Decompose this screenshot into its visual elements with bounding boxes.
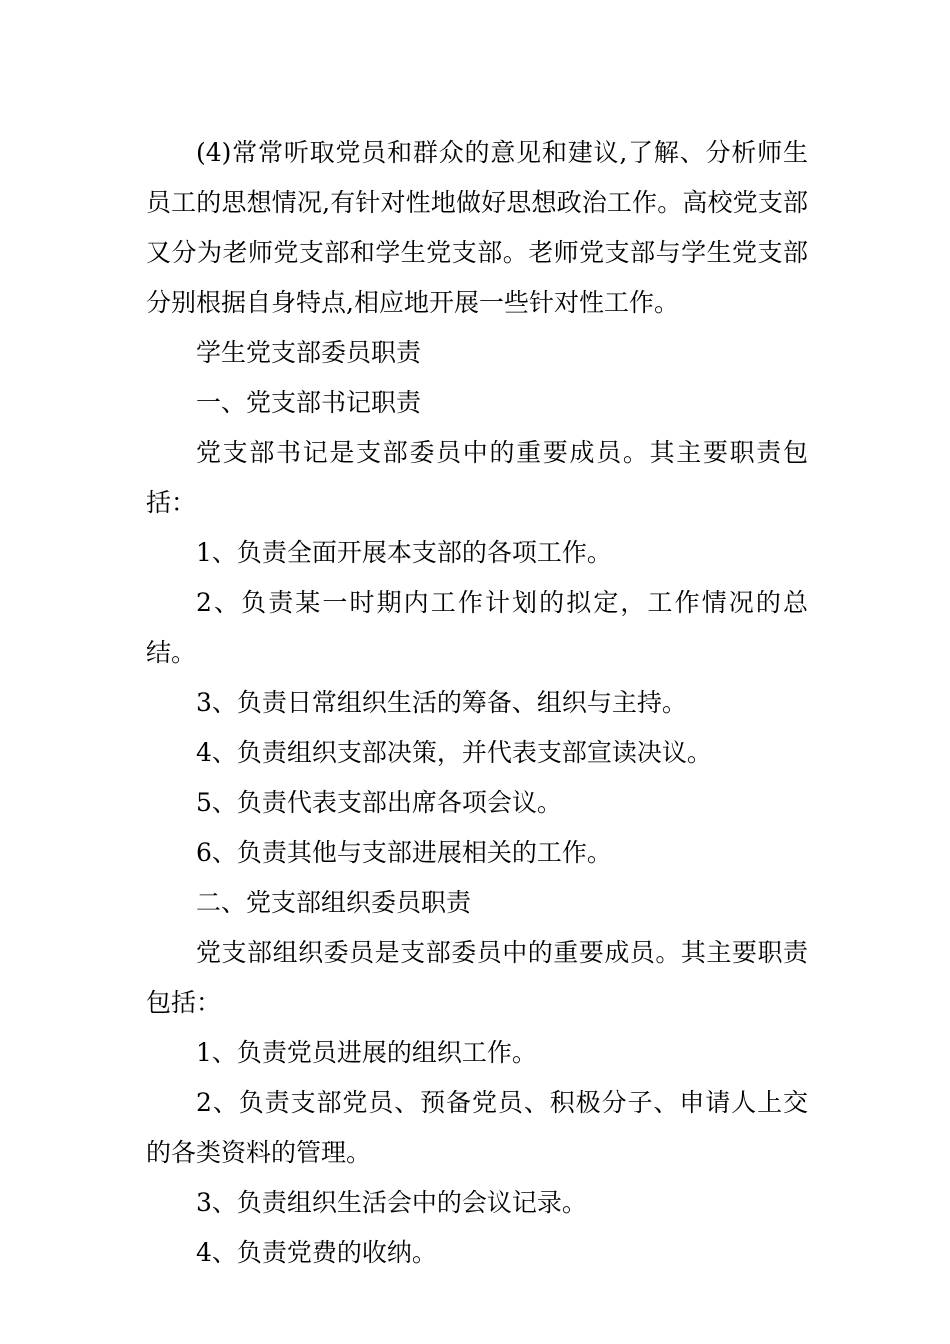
list-item-secretary-1: 1、负责全面开展本支部的各项工作。	[196, 538, 612, 567]
list-item-secretary-2: 2、负责某一时期内工作计划的拟定，工作情况的总结。	[146, 588, 808, 667]
list-item-secretary-6: 6、负责其他与支部进展相关的工作。	[196, 838, 612, 867]
list-item-organization-3: 3、负责组织生活会中的会议记录。	[196, 1188, 587, 1217]
paragraph-intro: (4)常常听取党员和群众的意见和建议,了解、分析师生员工的思想情况,有针对性地做好思想政治工作。高校党支部又分为老师党支部和学生党支部。老师党支部与学生党支部分别根据自身特点,相应地开展一些针对性工作。	[146, 138, 808, 317]
heading-organization-duties: 二、党支部组织委员职责	[196, 888, 472, 917]
heading-secretary-duties: 一、党支部书记职责	[196, 388, 422, 417]
list-item-organization-4: 4、负责党费的收纳。	[196, 1238, 437, 1267]
paragraph-secretary-summary: 党支部书记是支部委员中的重要成员。其主要职责包括：	[146, 438, 808, 517]
paragraph-organization-summary: 党支部组织委员是支部委员中的重要成员。其主要职责包括：	[146, 938, 808, 1017]
list-item-secretary-3: 3、负责日常组织生活的筹备、组织与主持。	[196, 688, 687, 717]
document-body	[146, 128, 808, 1278]
list-item-organization-1: 1、负责党员进展的组织工作。	[196, 1038, 537, 1067]
list-item-organization-2: 2、负责支部党员、预备党员、积极分子、申请人上交的各类资料的管理。	[146, 1088, 808, 1167]
list-item-secretary-5: 5、负责代表支部出席各项会议。	[196, 788, 562, 817]
list-item-secretary-4: 4、负责组织支部决策，并代表支部宣读决议。	[196, 738, 712, 767]
section-title-student-branch: 学生党支部委员职责	[196, 338, 422, 367]
